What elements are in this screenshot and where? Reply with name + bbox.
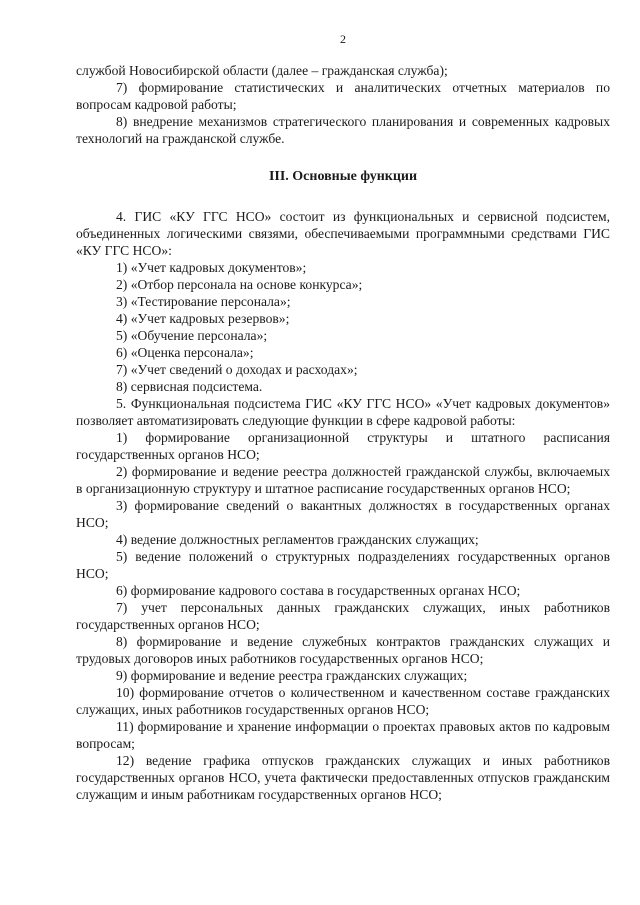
paragraph: 9) формирование и ведение реестра гражданских служащих; <box>116 668 468 683</box>
paragraph: 2) формирование и ведение реестра должностей гражданской службы, включаемых в организационную структуру и штатное расписание государственных органов НСО; <box>76 464 610 496</box>
paragraph: 8) сервисная подсистема. <box>116 379 263 394</box>
paragraph: 6) «Оценка персонала»; <box>116 345 254 360</box>
paragraph: 1) формирование организационной структуры и штатного расписания государственных органов НСО; <box>76 430 610 462</box>
document-page <box>76 32 610 803</box>
paragraph: 1) «Учет кадровых документов»; <box>116 260 307 275</box>
paragraph: 4) «Учет кадровых резервов»; <box>116 311 290 326</box>
paragraph: 7) учет персональных данных гражданских служащих, иных работников государственных органов НСО; <box>76 600 610 632</box>
main-paragraphs <box>76 208 610 803</box>
paragraph: 3) формирование сведений о вакантных должностях в государственных органах НСО; <box>76 498 610 530</box>
page-number: 2 <box>340 32 346 46</box>
paragraph: 2) «Отбор персонала на основе конкурса»; <box>116 277 363 292</box>
paragraph: 7) формирование статистических и аналитических отчетных материалов по вопросам кадровой работы; <box>76 80 610 112</box>
paragraph: 5) ведение положений о структурных подразделениях государственных органов НСО; <box>76 549 610 581</box>
paragraph: 10) формирование отчетов о количественном и качественном составе гражданских служащих, иных работников государственных органов НСО; <box>76 685 610 717</box>
paragraph: службой Новосибирской области (далее – гражданская служба); <box>76 63 448 78</box>
paragraph: 11) формирование и хранение информации о проектах правовых актов по кадровым вопросам; <box>76 719 610 751</box>
paragraph: 5) «Обучение персонала»; <box>116 328 268 343</box>
paragraph: 6) формирование кадрового состава в государственных органах НСО; <box>116 583 521 598</box>
paragraph: 4. ГИС «КУ ГГС НСО» состоит из функциональных и сервисной подсистем, объединенных логическими связями, обеспечиваемыми программными средствами ГИС «КУ ГГС НСО»: <box>76 209 610 258</box>
paragraph: 4) ведение должностных регламентов гражданских служащих; <box>116 532 479 547</box>
top-paragraphs <box>76 62 610 147</box>
paragraph: 12) ведение графика отпусков гражданских служащих и иных работников государственных органов НСО, учета фактически предоставленных отпусков гражданским служащим и иным работникам государственных органов НСО; <box>76 753 610 802</box>
paragraph: 3) «Тестирование персонала»; <box>116 294 291 309</box>
paragraph: 8) формирование и ведение служебных контрактов гражданских служащих и трудовых договоров иных работников государственных органов НСО; <box>76 634 610 666</box>
section-title: III. Основные функции <box>268 169 418 184</box>
paragraph: 7) «Учет сведений о доходах и расходах»; <box>116 362 358 377</box>
paragraph: 5. Функциональная подсистема ГИС «КУ ГГС НСО» «Учет кадровых документов» позволяет автоматизировать следующие функции в сфере кадровой работы: <box>76 396 610 428</box>
paragraph: 8) внедрение механизмов стратегического планирования и современных кадровых технологий на гражданской службе. <box>76 114 610 146</box>
